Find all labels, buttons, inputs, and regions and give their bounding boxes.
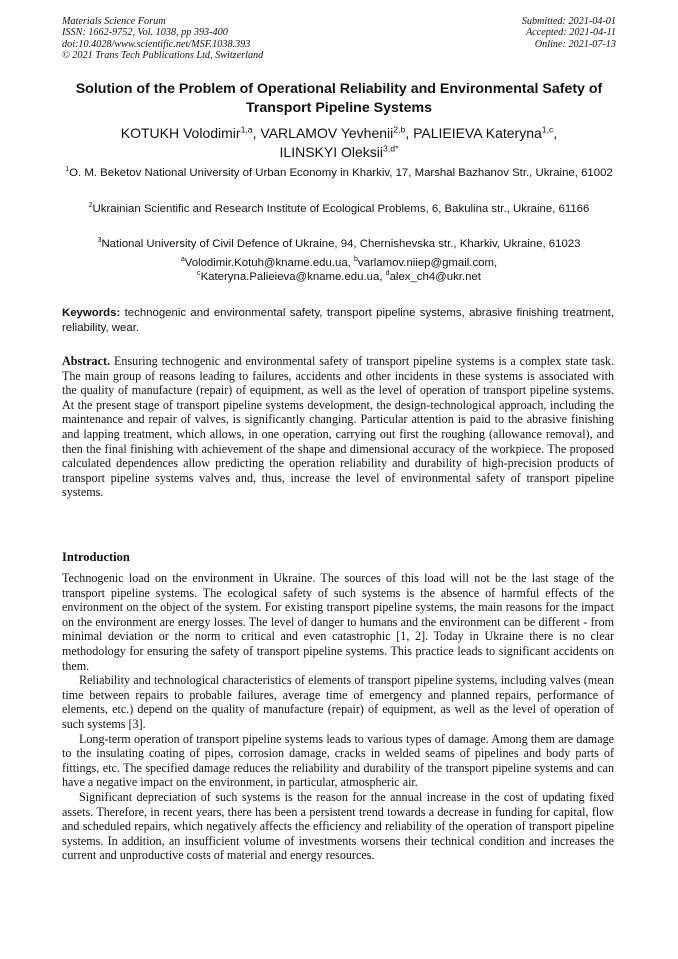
email-link[interactable]: $^c$Kateryna.Palieieva@kname.edu.ua, — [197, 270, 386, 284]
journal-issn: ISSN: 1662-9752, Vol. 1038, pp 393-400 — [62, 27, 228, 39]
journal-name: Materials Science Forum — [62, 16, 166, 27]
affiliation-3: $^3$National University of Civil Defence of Ukraine, 94, Chernishevska str., Kharkiv, Ukraine, 61023 — [97, 237, 581, 250]
author: ILINSKYI Oleksii$^{3,d*}$ — [279, 142, 399, 160]
abstract — [62, 354, 614, 500]
keywords-label: Keywords: — [62, 307, 121, 319]
accepted-date: Accepted: 2021-04-11 — [525, 27, 616, 39]
author: VARLAMOV Yevhenii$^{2,b}$, — [260, 124, 414, 141]
online-date: Online: 2021-07-13 — [534, 38, 616, 50]
email-list — [62, 256, 616, 285]
author: KOTUKH Volodimir$^{1,a}$, — [120, 124, 261, 141]
author: PALIEIEVA Kateryna$^{1,c}$, — [413, 124, 558, 141]
journal-copyright: © 2021 Trans Tech Publications Ltd, Switzerland — [62, 50, 264, 62]
email-link[interactable]: $^d$alex_ch4@ukr.net — [385, 270, 481, 284]
keywords-text: technogenic and environmental safety, transport pipeline systems, abrasive finishing treatment, reliability, wear. — [62, 307, 615, 334]
submitted-date: Submitted: 2021-04-01 — [521, 16, 616, 27]
section-heading-introduction: Introduction — [62, 550, 130, 564]
abstract-label: Abstract. — [62, 354, 111, 368]
keywords — [62, 306, 614, 335]
paragraph: Reliability and technological characteristics of elements of transport pipeline systems, including valves (mean time between repairs to probable failures, average time of emergency and planned repairs, performance of elements, etc.) depend on the quality of manufacture (repair) of equipment, as well as the level of operation of such systems [3]. — [62, 673, 614, 731]
dates-header — [522, 16, 616, 50]
paragraph: Significant depreciation of such systems is the reason for the annual increase in the cost of updating fixed assets. Therefore, in recent years, there has been a persistent trend towards a decrease in funding for capital, flow and scheduled repairs, which negatively affects the efficiency and reliability of the operation of transport pipeline systems. In addition, an insufficient volume of investments worsens their technical condition and increases the current and unproductive costs of material and energy resources. — [62, 789, 614, 863]
journal-doi: doi:10.4028/www.scientific.net/MSF.1038.393 — [62, 38, 251, 50]
affiliation-1: $^1$O. M. Beketov National University of Urban Economy in Kharkiv, 17, Marshal Bazhanov Str., Ukraine, 61002 — [65, 166, 613, 179]
journal-header — [62, 16, 263, 62]
email-link[interactable]: $^a$Volodimir.Kotuh@kname.edu.ua, — [180, 256, 354, 269]
paragraph: Long-term operation of transport pipeline systems leads to various types of damage. Among them are damage to the insulating coating of pipes, corrosion damage, cracks in welded seams of pipelines and body parts of fittings, etc. The specified damage reduces the reliability and durability of the transport pipeline systems and can have a negative impact on the environment, in particular, atmospheric air. — [62, 731, 614, 790]
affiliation-2: $^2$Ukrainian Scientific and Research Institute of Ecological Problems, 6, Bakulina str., Ukraine, 61166 — [88, 202, 590, 215]
paper-title: Solution of the Problem of Operational Reliability and Environmental Safety of Transport Pipeline Systems — [75, 81, 603, 116]
email-link[interactable]: $^b$varlamov.niiep@gmail.com, — [354, 256, 498, 269]
author-list — [62, 124, 616, 161]
paragraph: Technogenic load on the environment in Ukraine. The sources of this load will not be the last stage of the transport pipeline systems. The ecological safety of such systems is the absence of harmful effects of the environment on the object of the system. For existing transport pipeline systems, the main reasons for the impact on the environment are energy losses. The level of danger to humans and the environment can be different - from minimal deviation or the norm to critical and even catastrophic [1, 2]. Today in Ukraine there is no clear methodology for ensuring the safety of transport pipeline systems. This practice leads to significant accidents on them. — [62, 571, 614, 673]
abstract-text: Ensuring technogenic and environmental safety of transport pipeline systems is a complex state task. The main group of reasons leading to failures, accidents and other incidents in these systems is associated with the quality of manufacture (repair) of equipment, as well as the level of operation of transport pipeline systems. At the present stage of transport pipeline systems development, the design-technological approach, including the maintenance and repair of valves, is significantly changing. Particular attention is paid to the abrasive finishing and lapping treatment, which allows, in one operation, carrying out first the roughing (allowance removal), and then the final finishing with achievement of the shape and dimensional accuracy of the workpiece. The proposed calculated dependences allow predicting the operation reliability and durability of high-precision products of transport pipeline systems valves and, thus, increase the level of environmental safety of transport pipeline systems. — [62, 354, 615, 500]
introduction-body — [62, 571, 614, 863]
